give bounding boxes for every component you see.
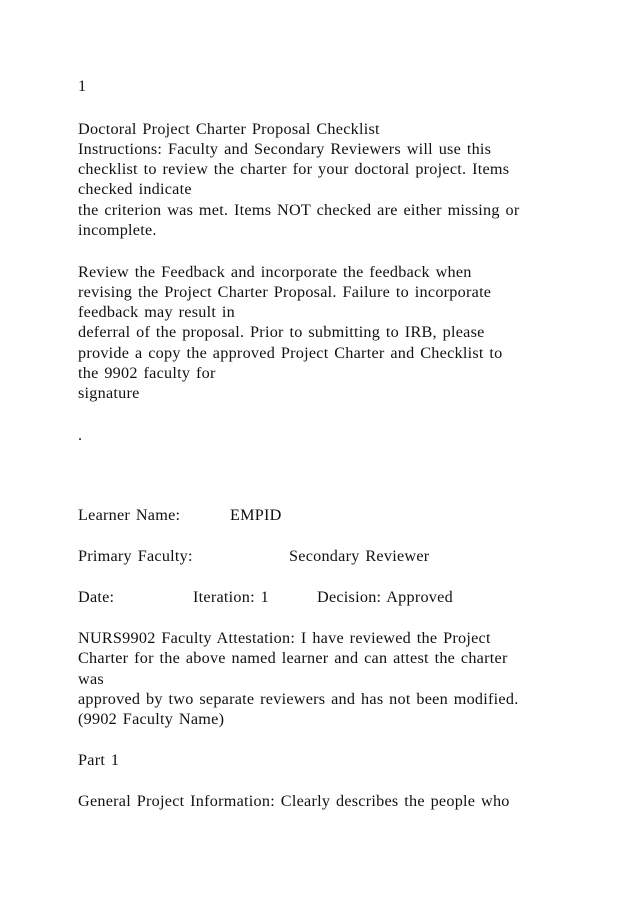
learner-name-value: EMPID xyxy=(230,506,282,524)
learner-name-label: Learner Name: xyxy=(78,506,181,524)
decision-label: Decision: Approved xyxy=(317,588,453,606)
date-label: Date: xyxy=(78,588,115,606)
attestation-line-3: was xyxy=(78,670,104,688)
review-line-2: revising the Project Charter Proposal. Failure to incorporate xyxy=(78,283,492,301)
instructions-line-5: incomplete. xyxy=(78,221,157,239)
review-line-4: deferral of the proposal. Prior to submitting to IRB, please xyxy=(78,323,485,341)
instructions-line-4: the criterion was met. Items NOT checked are either missing or xyxy=(78,201,520,219)
iteration-label: Iteration: 1 xyxy=(193,588,269,606)
stray-dot: . xyxy=(78,426,83,444)
page-number: 1 xyxy=(78,77,87,95)
attestation-line-4: approved by two separate reviewers and has not been modified. xyxy=(78,690,519,708)
review-line-7: signature xyxy=(78,384,140,402)
instructions-line-3: checked indicate xyxy=(78,180,192,198)
primary-faculty-label: Primary Faculty: xyxy=(78,547,193,565)
review-line-5: provide a copy the approved Project Charter and Checklist to xyxy=(78,344,503,362)
review-line-6: the 9902 faculty for xyxy=(78,364,216,382)
instructions-line-1: Instructions: Faculty and Secondary Reviewers will use this xyxy=(78,140,492,158)
part-heading: Part 1 xyxy=(78,751,120,769)
instructions-line-2: checklist to review the charter for your doctoral project. Items xyxy=(78,160,510,178)
attestation-line-1: NURS9902 Faculty Attestation: I have reviewed the Project xyxy=(78,629,491,647)
attestation-line-2: Charter for the above named learner and can attest the charter xyxy=(78,649,508,667)
attestation-line-5: (9902 Faculty Name) xyxy=(78,710,225,728)
secondary-reviewer-label: Secondary Reviewer xyxy=(289,547,430,565)
review-line-3: feedback may result in xyxy=(78,303,235,321)
general-info-line: General Project Information: Clearly describes the people who xyxy=(78,792,510,810)
document-title: Doctoral Project Charter Proposal Checklist xyxy=(78,120,380,138)
review-line-1: Review the Feedback and incorporate the feedback when xyxy=(78,263,472,281)
